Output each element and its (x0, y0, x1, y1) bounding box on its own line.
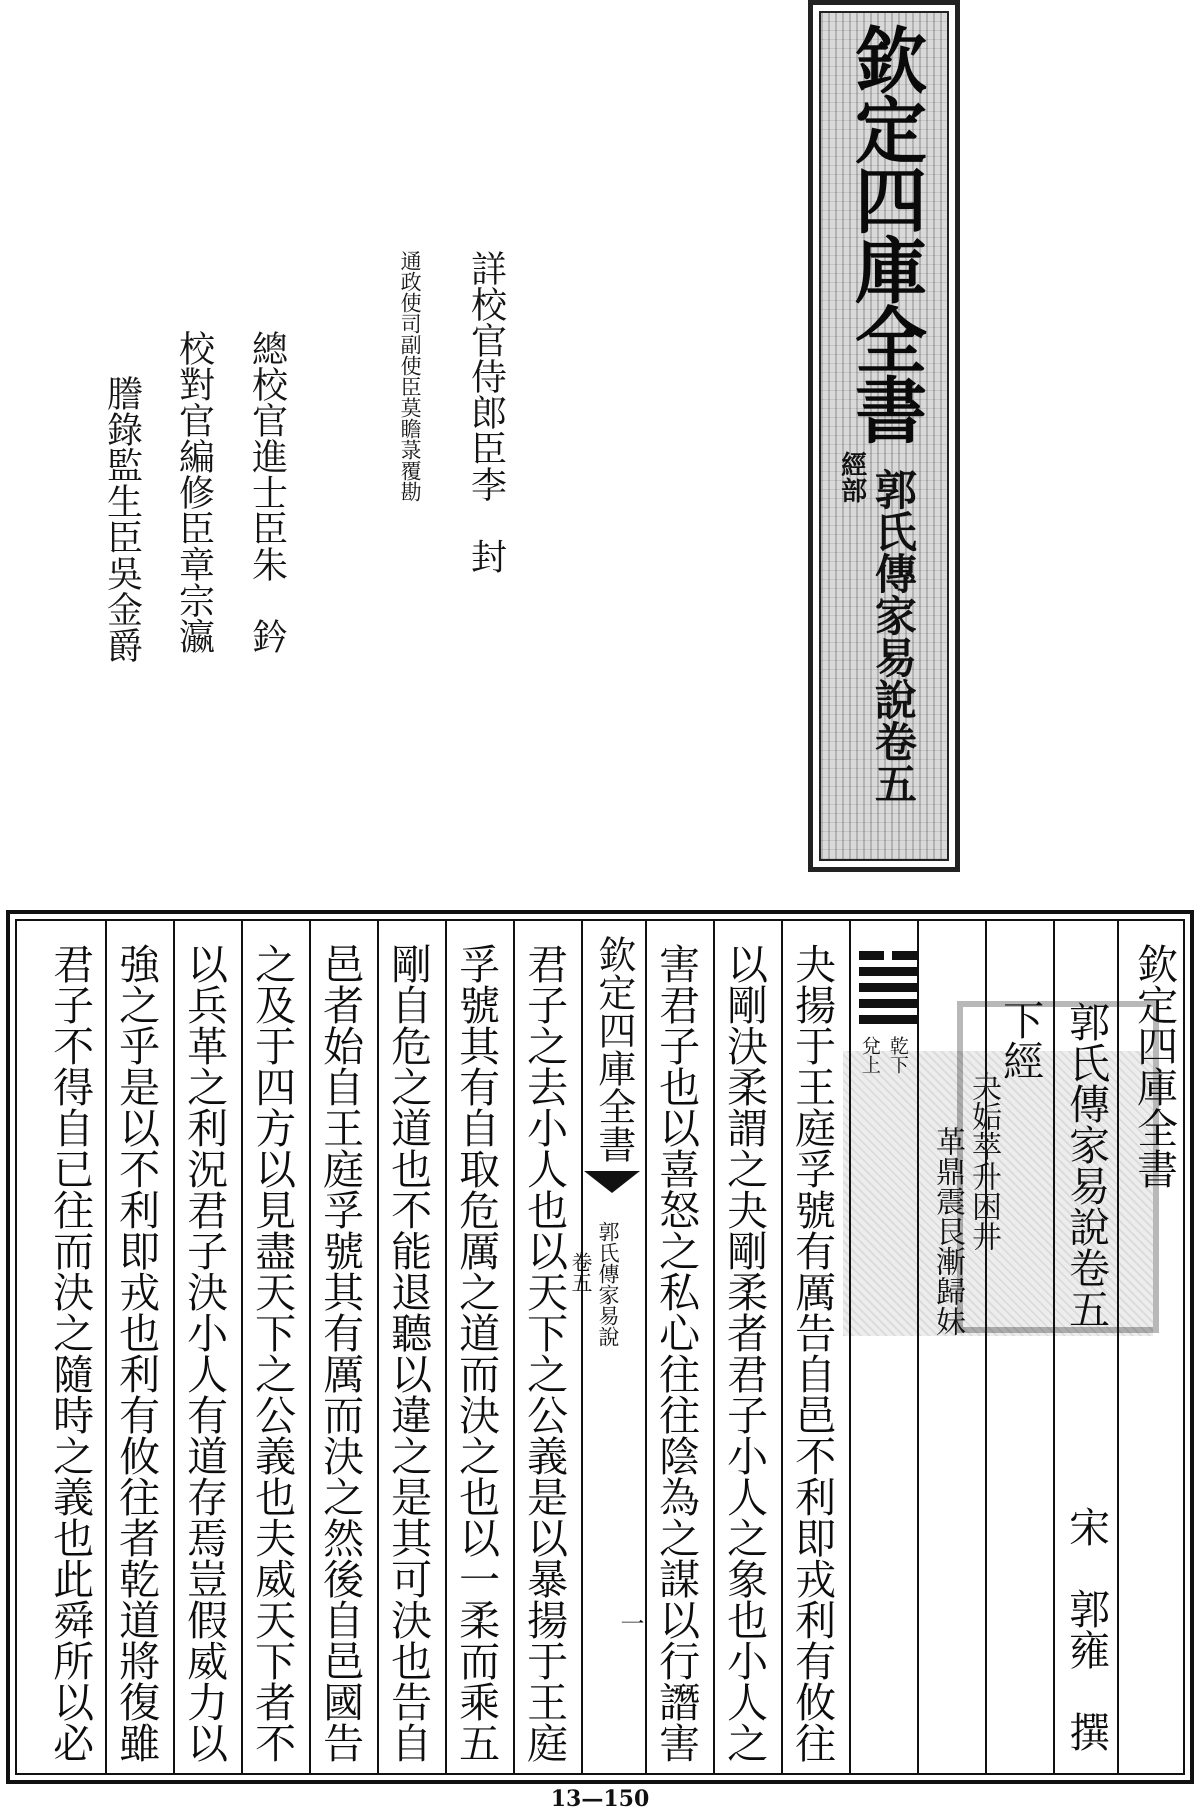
column-rule (445, 921, 447, 1773)
column-rule (241, 921, 243, 1773)
credit-chief-proofreader: 總校官進士臣朱 鈐 (246, 330, 288, 654)
book-volume-title: 郭氏傳家易說卷五 (868, 468, 918, 804)
text-page-inner-border (15, 919, 1185, 1775)
column-rule (513, 921, 515, 1773)
column-rule (581, 921, 583, 1773)
upper-trigram-label: 兌上 (858, 1036, 881, 1074)
credit-proofreading-editor: 校對官編修臣章宗瀛 (173, 330, 215, 654)
header-title: 欽定四庫全書 (1130, 943, 1179, 1189)
hexagram-symbol (859, 951, 917, 1031)
credit-detailed-proofreader: 詳校官侍郎臣李 封 (465, 250, 507, 574)
credit-copyist: 謄錄監生臣吳金爵 (101, 375, 143, 663)
text-column: 邑者始自王庭孚號其有厲而決之然後自邑國告 (316, 943, 365, 1763)
text-column: 剛自危之道也不能退聽以違之是其可決也告自 (384, 943, 433, 1763)
fishtail-mark (584, 1171, 640, 1193)
text-column: 夬揚于王庭孚號有厲告自邑不利即戎利有攸往 (788, 943, 837, 1763)
column-rule (1053, 921, 1055, 1773)
title-slip (808, 0, 960, 872)
text-column: 君子之去小人也以天下之公義是以暴揚于王庭 (520, 943, 569, 1763)
column-rule (917, 921, 919, 1773)
column-rule (1117, 921, 1119, 1773)
section-label: 下經 (996, 999, 1045, 1081)
column-rule (645, 921, 647, 1773)
fold-collection-title: 欽定四庫全書 (591, 935, 636, 1163)
column-rule (713, 921, 715, 1773)
collection-title: 欽定四庫全書 (843, 23, 928, 443)
text-column: 君子不得自已往而決之隨時之義也此舜所以必 (46, 943, 95, 1763)
column-rule (781, 921, 783, 1773)
fold-book-title: 郭氏傳家易說 (596, 1221, 621, 1347)
column-rule (105, 921, 107, 1773)
lower-trigram-label: 乾下 (886, 1036, 909, 1074)
text-column: 孚號其有自取危厲之道而決之也以一柔而乘五 (452, 943, 501, 1763)
column-rule (377, 921, 379, 1773)
text-column: 害君子也以喜怒之私心往往陰為之謀以行譖害 (652, 943, 701, 1763)
credit-reviewer: 通政使司副使臣莫瞻菉覆勘 (398, 250, 423, 502)
text-column: 之及于四方以見盡天下之公義也夫威天下者不 (248, 943, 297, 1763)
page-number: 13—150 (550, 1786, 650, 1812)
title-slip-texture (819, 11, 949, 861)
category-label: 經部 (836, 451, 867, 503)
column-rule (985, 921, 987, 1773)
text-page (6, 910, 1194, 1784)
text-column: 強之乎是以不利即戎也利有攸往者乾道將復雖 (112, 943, 161, 1763)
column-rule (173, 921, 175, 1773)
author-line: 宋 郭雍 撰 (1062, 1506, 1111, 1752)
book-title: 郭氏傳家易說卷五 (1062, 1001, 1111, 1329)
hexagram-list-lower: 革鼎震艮漸歸妹 (930, 1126, 965, 1336)
hexagram-list-upper: 夬姤萃升困井 (966, 1071, 1001, 1251)
fold-leaf-number: 一 (616, 1611, 644, 1635)
column-rule (309, 921, 311, 1773)
fold-volume: 卷五 (569, 1251, 594, 1293)
text-column: 以兵革之利況君子決小人有道存焉豈假威力以 (180, 943, 229, 1763)
text-column: 以剛決柔謂之夬剛柔者君子小人之象也小人之 (720, 943, 769, 1763)
column-rule (849, 921, 851, 1773)
